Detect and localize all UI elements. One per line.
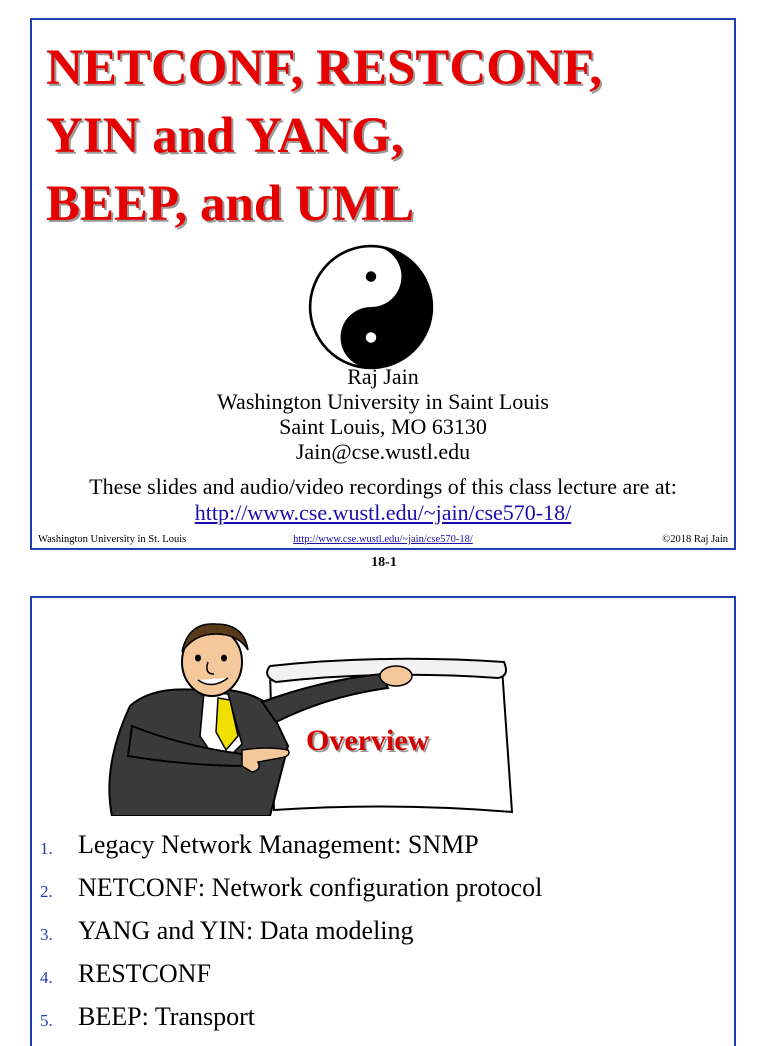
presenter-cartoon (92, 616, 552, 816)
item-text: NETCONF: Network configuration protocol (78, 873, 543, 902)
author-university: Washington University in Saint Louis (217, 389, 549, 414)
item-text: BEEP: Transport (78, 1002, 255, 1031)
item-text: YANG and YIN: Data modeling (78, 916, 414, 945)
author-name: Raj Jain (347, 364, 419, 389)
page-number: 18-1 (371, 555, 397, 570)
item-number: 3. (40, 925, 53, 944)
recordings-link[interactable]: http://www.cse.wustl.edu/~jain/cse570-18/ (194, 500, 572, 525)
title-line-1: NETCONF, RESTCONF, (46, 40, 602, 96)
title-line-3: BEEP, and UML (46, 176, 414, 232)
item-text: Legacy Network Management: SNMP (78, 830, 479, 859)
author-address: Saint Louis, MO 63130 (279, 414, 487, 439)
title-slide (30, 18, 736, 550)
item-number: 5. (40, 1011, 53, 1030)
author-email[interactable]: Jain@cse.wustl.edu (295, 439, 471, 464)
footer-copyright: ©2018 Raj Jain (662, 534, 728, 545)
item-number: 2. (40, 882, 53, 901)
slide-title (46, 34, 602, 238)
overview-slide (30, 596, 736, 1046)
item-number: 4. (40, 968, 53, 987)
item-text: RESTCONF (78, 959, 211, 988)
footer-link[interactable]: http://www.cse.wustl.edu/~jain/cse570-18/ (293, 534, 473, 545)
item-number: 1. (40, 839, 53, 858)
overview-heading: Overview (306, 724, 430, 757)
slide-footer (38, 534, 728, 548)
author-block (32, 364, 734, 464)
yin-yang-icon (308, 244, 434, 370)
footer-university: Washington University in St. Louis (38, 534, 187, 545)
title-line-2: YIN and YANG, (46, 108, 404, 164)
recordings-note: These slides and audio/video recordings of this class lecture are at: (89, 474, 677, 499)
